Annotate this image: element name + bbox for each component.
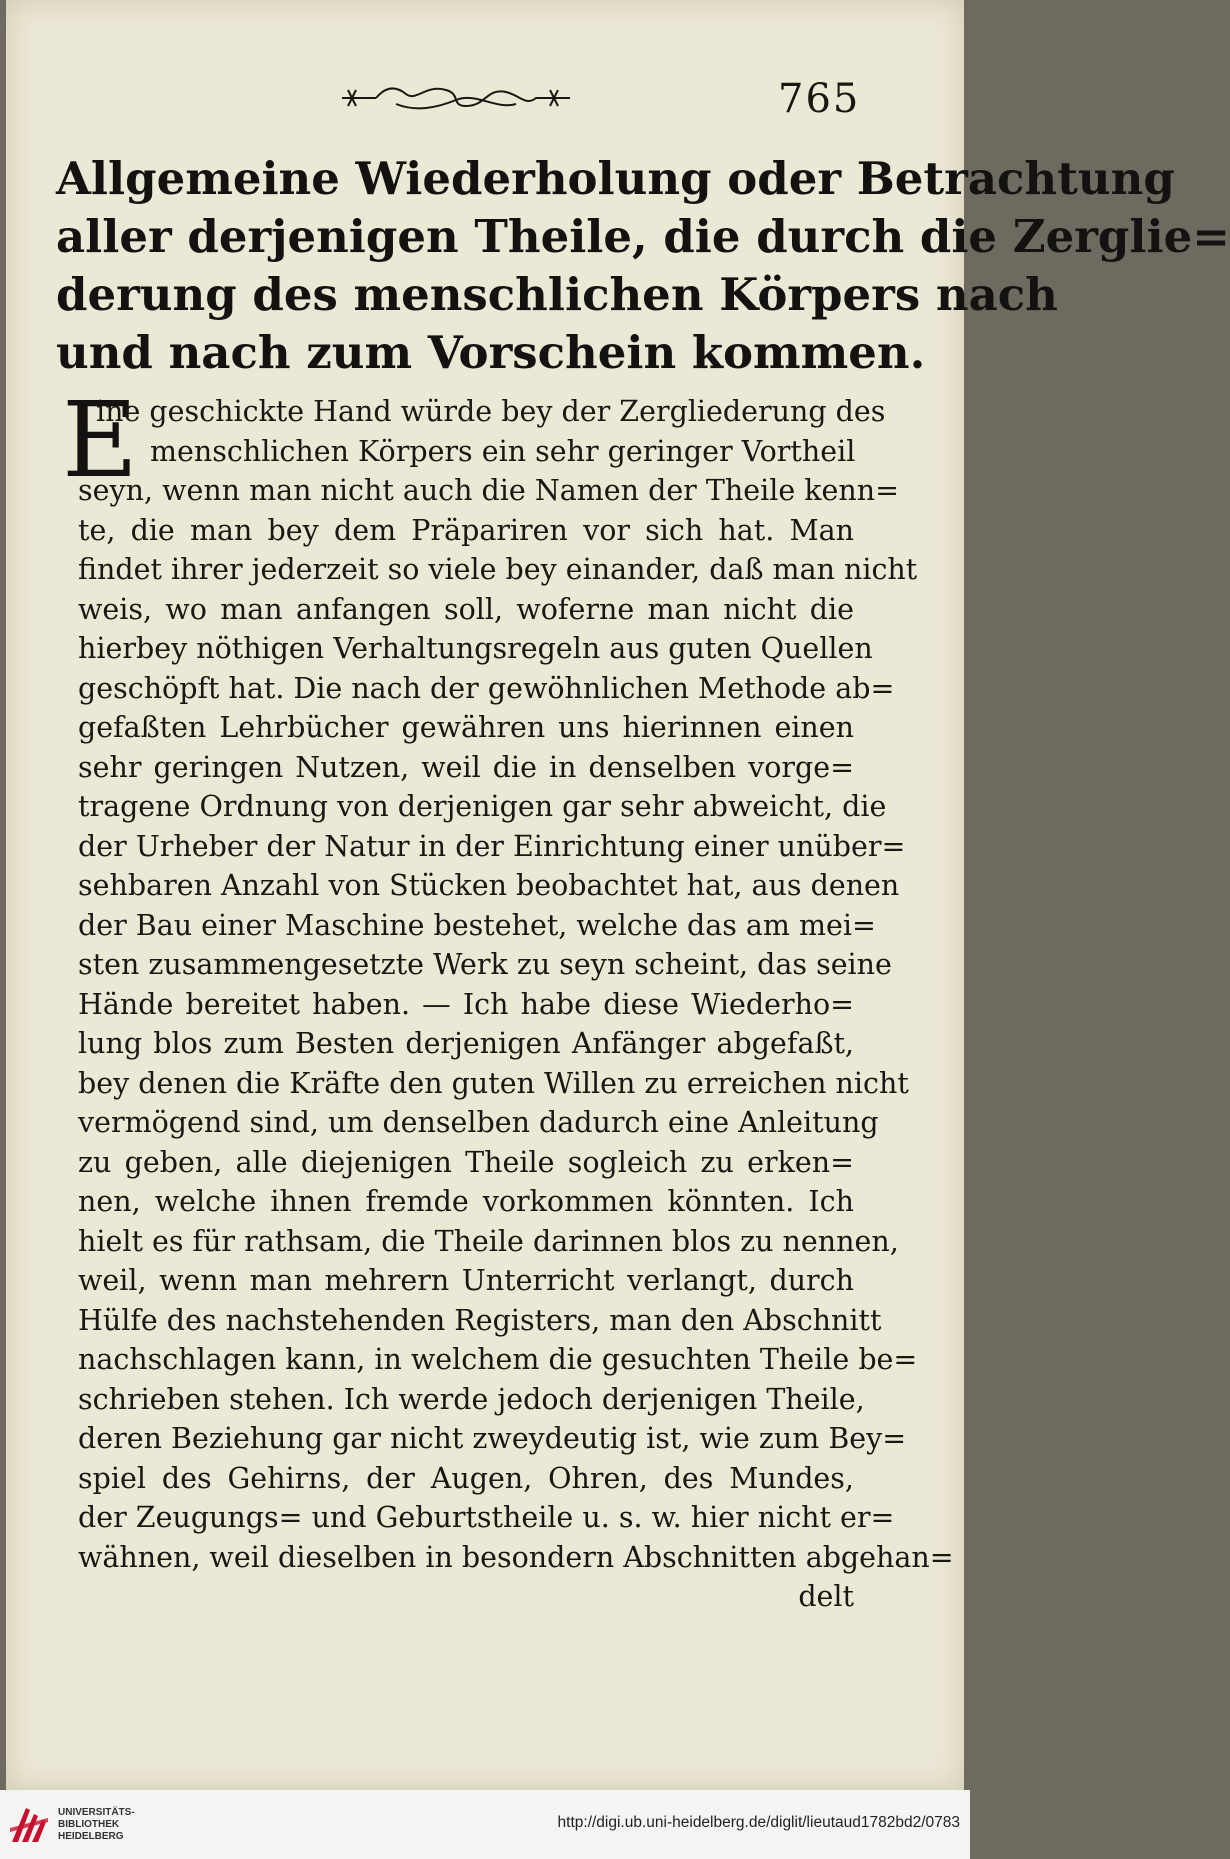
title-line: und nach zum Vorschein kommen.	[56, 326, 926, 379]
text-line: bey denen die Kräfte den guten Willen zu erreichen nicht	[78, 1066, 909, 1100]
text-line: schrieben stehen. Ich werde jedoch derjenigen Theile,	[78, 1382, 865, 1416]
university-logo-icon	[8, 1802, 50, 1846]
title-line: aller derjenigen Theile, die durch die Zerglie=	[56, 210, 1230, 263]
text-line: geschöpft hat. Die nach der gewöhnlichen Methode ab=	[78, 671, 895, 705]
chapter-title	[56, 150, 1230, 382]
institution-name	[58, 1807, 135, 1843]
page-number: 765	[778, 76, 861, 122]
book-page	[6, 0, 1230, 1790]
text-line: seyn, wenn man nicht auch die Namen der Theile kenn=	[78, 474, 899, 507]
text-line: lung blos zum Besten derjenigen Anfänger abgefaßt,	[78, 1027, 854, 1060]
text-line: spiel des Gehirns, der Augen, Ohren, des Mundes,	[78, 1461, 854, 1495]
text-line: ine geschickte Hand würde bey der Zergliederung des	[96, 395, 886, 428]
text-line: der Urheber der Natur in der Einrichtung einer unüber=	[78, 829, 906, 863]
text-line: sehr geringen Nutzen, weil die in denselben vorge=	[78, 750, 854, 784]
text-line: sten zusammengesetzte Werk zu seyn scheint, das seine	[78, 948, 892, 981]
text-line: Hülfe des nachstehenden Registers, man den Abschnitt	[78, 1303, 882, 1337]
text-line: Hände bereitet haben. — Ich habe diese Wiederho=	[78, 987, 854, 1021]
text-line: nen, welche ihnen fremde vorkommen könnten. Ich	[78, 1185, 854, 1218]
text-line: hierbey nöthigen Verhaltungsregeln aus guten Quellen	[78, 632, 873, 665]
ornament-icon	[336, 80, 576, 116]
title-line: Allgemeine Wiederholung oder Betrachtung	[56, 152, 1175, 205]
text-line: deren Beziehung gar nicht zweydeutig ist, wie zum Bey=	[78, 1422, 907, 1455]
text-line: menschlichen Körpers ein sehr geringer Vortheil	[150, 434, 856, 468]
text-line: sehbaren Anzahl von Stücken beobachtet hat, aus denen	[78, 869, 900, 902]
text-line: vermögend sind, um denselben dadurch eine Anleitung	[78, 1106, 879, 1139]
text-line: tragene Ordnung von derjenigen gar sehr abweicht, die	[78, 790, 887, 823]
institution-line: BIBLIOTHEK	[58, 1819, 120, 1830]
text-line: weis, wo man anfangen soll, woferne man nicht die	[78, 592, 854, 626]
text-line: zu geben, alle diejenigen Theile sogleich zu erken=	[78, 1145, 854, 1179]
text-line: te, die man bey dem Präpariren vor sich hat. Man	[78, 513, 854, 547]
text-line: nachschlagen kann, in welchem die gesuchten Theile be=	[78, 1343, 918, 1376]
title-line: derung des menschlichen Körpers nach	[56, 268, 1058, 321]
institution-line: UNIVERSITÄTS-	[58, 1807, 135, 1818]
body-text	[78, 392, 954, 1617]
text-line: wähnen, weil dieselben in besondern Abschnitten abgehan=	[78, 1540, 954, 1574]
text-line: der Bau einer Maschine bestehet, welche das am mei=	[78, 908, 876, 942]
permalink[interactable]: http://digi.ub.uni-heidelberg.de/diglit/lieutaud1782bd2/0783	[557, 1814, 960, 1831]
text-line: weil, wenn man mehrern Unterricht verlangt, durch	[78, 1264, 854, 1297]
drop-cap: E	[62, 379, 138, 501]
text-line: der Zeugungs= und Geburtstheile u. s. w. hier nicht er=	[78, 1501, 895, 1534]
text-line: gefaßten Lehrbücher gewähren uns hierinnen einen	[78, 711, 854, 744]
catchword: delt	[798, 1580, 854, 1613]
text-line: findet ihrer jederzeit so viele bey einander, daß man nicht	[78, 553, 918, 586]
text-line: hielt es für rathsam, die Theile darinnen blos zu nennen,	[78, 1224, 899, 1258]
library-footer	[0, 1790, 970, 1859]
institution-line: HEIDELBERG	[58, 1831, 124, 1842]
